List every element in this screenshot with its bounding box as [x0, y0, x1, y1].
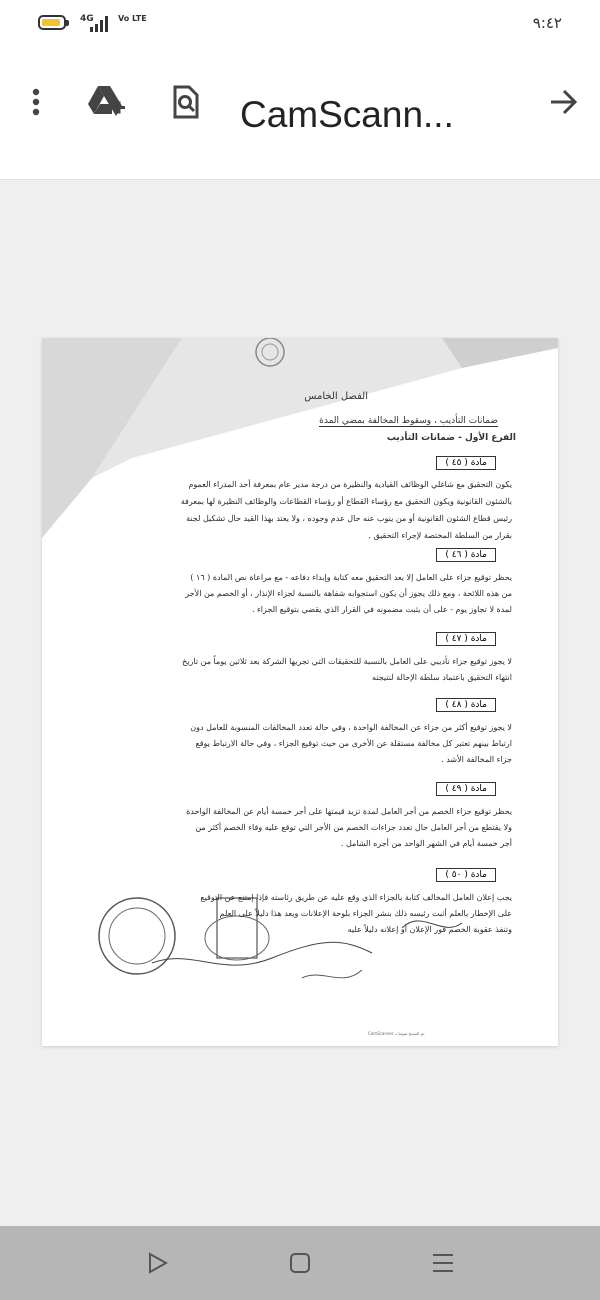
- section-title: ضمانات التأديب ، وسقوط المخالفة بمضي المدة: [319, 416, 498, 426]
- article-line: يجب إعلان العامل المخالف كتابة بالجزاء الذي وقع عليه عن طريق رئاسته فإذا إمتنع عن التوقيع: [200, 893, 512, 902]
- battery-icon: [38, 15, 66, 30]
- more-vertical-icon[interactable]: [16, 82, 56, 122]
- status-bar: [0, 0, 600, 52]
- recents-icon[interactable]: [428, 1248, 458, 1278]
- article-line: انتهاء التحقيق باعتماد سلطة الإحالة لنتيجته: [372, 673, 512, 682]
- document-preview-area[interactable]: [0, 180, 600, 1226]
- article-label: مادة ( ٥٠ ): [436, 868, 496, 882]
- article-line: لمدة لا تجاوز يوم - على أن يثبت مضمونه في القرار الذي يقضي بتوقيع الجزاء .: [251, 605, 512, 614]
- article-label: مادة ( ٤٦ ): [436, 548, 496, 562]
- article-line: من هذه اللائحة ، ومع ذلك يجوز أن يكون استجوابه شفاهة بالنسبة لجزاء الإنذار ، أو الخصم من الأجر: [185, 589, 512, 598]
- article-body: [92, 654, 512, 686]
- app-toolbar: [0, 52, 600, 180]
- article-line: يكون التحقيق مع شاغلي الوظائف القيادية والنظيرة من درجة مدير عام بمعرفة أحد المدراء العموم: [188, 480, 512, 489]
- article-body: [92, 890, 512, 938]
- scan-shading: [42, 338, 558, 1046]
- article-line: رئيس قطاع الشئون القانونية أو من ينوب عنه حال عدم وجوده ، ولا يعتد بهذا القيد حال تشكيل لجنة: [186, 514, 512, 523]
- arrow-forward-icon[interactable]: [544, 82, 584, 122]
- article-line: بقرار من السلطة المختصة لإجراء التحقيق .: [368, 531, 512, 540]
- article-label: مادة ( ٤٩ ): [436, 782, 496, 796]
- system-nav-bar: [0, 1226, 600, 1300]
- home-icon[interactable]: [285, 1248, 315, 1278]
- article-body: [92, 476, 512, 544]
- back-icon[interactable]: [142, 1248, 172, 1278]
- article-line: على الإخطار بالعلم أثبت رئيسه ذلك بنشر الجزاء بلوحة الإعلانات ويعد هذا دليلاً على العلم: [219, 909, 512, 918]
- article-line: يحظر توقيع جزاء على العامل إلا بعد التحقيق معه كتابة وإبداء دفاعه - مع مراعاة نص المادة ( ١٦ ): [190, 573, 512, 582]
- article-body: [92, 720, 512, 768]
- article-line: ارتباط بينهم تعتبر كل مخالفة مستقلة عن الأخرى من حيث توقيع الجزاء ، وفي حالة الارتباط يوقع: [195, 739, 512, 748]
- signal-icon: [90, 16, 112, 32]
- chapter-title: الفصل الخامس: [304, 391, 368, 402]
- article-body: [92, 804, 512, 852]
- article-line: أجر خمسة أيام في الشهر الواحد من أجره الشامل .: [340, 839, 512, 848]
- network-type: 4G: [80, 14, 94, 24]
- article-line: بالشئون القانونية ويكون التحقيق مع رؤساء القطاع أو رؤساء القطاعات والوظائف النظيرة لها بمعرفة: [180, 497, 512, 506]
- lens-search-icon[interactable]: [166, 82, 206, 122]
- article-line: يحظر توقيع جزاء الخصم من أجر العامل لمدة تزيد قيمتها على أجر خمسة أيام عن المخالفة الواحدة: [186, 807, 512, 816]
- article-line: لا يجوز توقيع أكثر من جزاء عن المخالفة الواحدة ، وفي حالة تعدد المخالفات المنسوبة للعامل دون: [190, 723, 512, 732]
- document-title: CamScann...: [240, 94, 454, 135]
- article-line: لا يجوز توقيع جزاء تأديبي على العامل بالنسبة للتحقيقات التي تجريها الشركة بعد ثلاثين يوماً من تاريخ: [182, 657, 512, 666]
- article-line: وتنفذ عقوبة الخصم فور الإعلان أو إعلانه دليلاً عليه: [347, 925, 512, 934]
- article-body: [92, 570, 512, 618]
- drive-add-icon[interactable]: [86, 82, 126, 122]
- scanned-page[interactable]: [42, 338, 558, 1046]
- subsection-title: الفرع الأول - ضمانات التأديب: [386, 433, 516, 443]
- scanner-watermark: CamScanner تم المسح ضوئيا بـ: [368, 1031, 425, 1036]
- article-label: مادة ( ٤٨ ): [436, 698, 496, 712]
- status-time: ٩:٤٢: [532, 14, 562, 32]
- volte-icon: Vo LTE: [118, 14, 147, 23]
- article-label: مادة ( ٤٧ ): [436, 632, 496, 646]
- article-line: جزاء المخالفة الأشد .: [441, 755, 512, 764]
- article-line: ولا يقتطع من أجر العامل حال تعدد جزاءات الخصم من الأجر التي توقع عليه وفاء الخصم أكثر من: [195, 823, 512, 832]
- article-label: مادة ( ٤٥ ): [436, 456, 496, 470]
